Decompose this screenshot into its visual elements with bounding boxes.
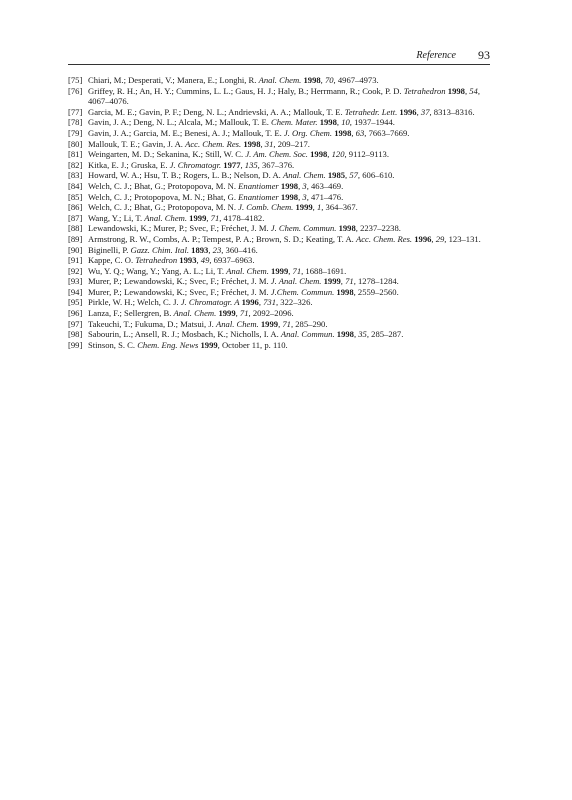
- reference-list: [68, 75, 492, 350]
- reference-text: [88, 223, 492, 234]
- reference-text: [88, 340, 492, 351]
- reference-segment: Welch, C. J.; Protopopova, M. N.; Bhat, G.: [88, 191, 239, 202]
- reference-segment: ,: [258, 297, 264, 308]
- reference-number: [85]: [68, 191, 83, 202]
- reference-item: [68, 213, 492, 224]
- reference-segment: Biginelli, P.: [88, 244, 131, 255]
- reference-text: [88, 86, 492, 107]
- reference-item: [68, 139, 492, 150]
- reference-journal: J. Chem. Commun.: [270, 223, 337, 234]
- reference-item: [68, 245, 492, 256]
- reference-number: [86]: [68, 202, 83, 213]
- reference-journal: 63: [355, 127, 365, 138]
- reference-year: 1998: [280, 191, 299, 202]
- reference-segment: Welch, C. J.; Bhat, G.; Protopopova, M. N.: [88, 180, 239, 191]
- reference-item: [68, 319, 492, 330]
- reference-year: 1999: [189, 212, 207, 223]
- reference-segment: , 7663–7669.: [364, 127, 410, 138]
- reference-number: [81]: [68, 149, 83, 160]
- reference-text: [88, 149, 492, 160]
- reference-year: 1996: [414, 233, 432, 244]
- reference-segment: , 367–376.: [257, 159, 295, 170]
- reference-journal: Acc. Chem. Res.: [355, 233, 413, 244]
- reference-journal: J. Chromatogr.: [169, 159, 222, 170]
- reference-item: [68, 340, 492, 351]
- reference-number: [90]: [68, 244, 83, 255]
- reference-number: [77]: [68, 106, 83, 117]
- reference-segment: Murer, P.; Lewandowski, K.; Svec, F.; Fréchet, J. M.: [88, 276, 271, 287]
- reference-journal: Enantiomer: [238, 191, 279, 202]
- reference-journal: Anal. Chem.: [215, 318, 259, 329]
- reference-year: 1999: [218, 308, 236, 319]
- reference-number: [94]: [68, 286, 83, 297]
- reference-number: [98]: [68, 329, 83, 340]
- reference-journal: 135: [244, 159, 258, 170]
- reference-text: [88, 297, 492, 308]
- reference-journal: Tetrahedr. Lett.: [344, 106, 398, 117]
- reference-segment: Gavin, J. A.; Garcia, M. E.; Benesi, A. J.; Mallouk, T. E.: [88, 127, 284, 138]
- reference-text: [88, 181, 492, 192]
- reference-item: [68, 255, 492, 266]
- reference-journal: J. Chromatogr. A: [180, 297, 240, 308]
- reference-journal: 71: [345, 276, 354, 287]
- reference-journal: Anal. Chem.: [282, 170, 326, 181]
- reference-journal: 71: [239, 308, 249, 319]
- reference-segment: Lanza, F.; Sellergren, B.: [88, 308, 174, 319]
- reference-year: 1998: [310, 149, 328, 160]
- reference-text: [88, 75, 492, 86]
- reference-segment: Welch, C. J.; Bhat, G.; Protopopova, M. N.: [88, 202, 239, 213]
- reference-segment: Chiari, M.; Desperati, V.; Manera, E.; Longhi, R.: [88, 75, 259, 85]
- reference-journal: Anal. Chem.: [258, 75, 302, 85]
- reference-segment: ,: [298, 191, 303, 202]
- reference-journal: 120: [331, 149, 345, 160]
- reference-item: [68, 308, 492, 319]
- reference-text: [88, 245, 492, 256]
- reference-segment: Kappe, C. O.: [88, 255, 136, 266]
- reference-journal: 35: [358, 329, 367, 340]
- reference-year: 1998: [280, 180, 299, 191]
- reference-journal: 10: [341, 117, 350, 128]
- reference-year: 1998: [334, 127, 352, 138]
- reference-number: [96]: [68, 308, 83, 319]
- reference-segment: ,: [208, 244, 213, 255]
- reference-segment: ,: [353, 329, 359, 340]
- reference-year: 1998: [447, 85, 465, 96]
- reference-segment: , 1278–1284.: [353, 276, 399, 287]
- reference-text: [88, 329, 492, 340]
- reference-item: [68, 160, 492, 171]
- reference-year: 1998: [243, 138, 261, 149]
- reference-segment: Wang, Y.; Li, T.: [88, 212, 145, 223]
- reference-item: [68, 117, 492, 128]
- reference-journal: Chem. Mater.: [271, 117, 318, 128]
- reference-text: [88, 255, 492, 266]
- reference-segment: ,: [327, 149, 332, 160]
- reference-journal: 731: [263, 297, 276, 308]
- reference-item: [68, 202, 492, 213]
- reference-item: [68, 287, 492, 298]
- reference-year: 1996: [241, 297, 259, 308]
- reference-journal: 70: [324, 75, 334, 85]
- reference-journal: J. Org. Chem.: [283, 127, 333, 138]
- reference-segment: , 209–217.: [273, 138, 310, 149]
- reference-text: [88, 319, 492, 330]
- reference-segment: Lewandowski, K.; Murer, P.; Svec, F.; Fréchet, J. M.: [88, 223, 271, 234]
- reference-number: [82]: [68, 159, 83, 170]
- reference-segment: Wu, Y. Q.; Wang, Y.; Yang, A. L.; Li, T.: [88, 265, 227, 276]
- reference-segment: , 2092–2096.: [248, 308, 294, 319]
- reference-number: [92]: [68, 265, 83, 276]
- reference-segment: , 285–290.: [290, 318, 328, 329]
- reference-year: 1998: [336, 286, 354, 297]
- reference-journal: Chem. Eng. News: [137, 339, 199, 350]
- reference-year: 1996: [399, 106, 417, 117]
- reference-segment: , 123–131.: [444, 233, 481, 244]
- reference-journal: 29: [435, 233, 445, 244]
- reference-segment: Howard, W. A.; Hsu, T. B.; Rogers, L. B.; Nelson, D. A.: [88, 170, 283, 181]
- header-rule: [68, 64, 490, 65]
- reference-item: [68, 149, 492, 160]
- reference-segment: , 4967–4973.: [333, 75, 379, 85]
- reference-number: [78]: [68, 117, 83, 128]
- reference-segment: Weingarten, M. D.; Sekanina, K.; Still, W. C.: [88, 149, 246, 160]
- reference-text: [88, 160, 492, 171]
- reference-segment: ,: [340, 276, 346, 287]
- reference-segment: ,: [298, 180, 303, 191]
- reference-year: 1998: [338, 223, 356, 234]
- reference-segment: , 364–367.: [321, 202, 358, 213]
- reference-journal: 49: [200, 255, 210, 266]
- reference-segment: , 2559–2560.: [353, 286, 399, 297]
- reference-segment: , 360–416.: [221, 244, 258, 255]
- reference-text: [88, 287, 492, 298]
- reference-segment: ,: [235, 308, 240, 319]
- reference-journal: Tetrahedron: [403, 85, 446, 96]
- reference-journal: J. Comb. Chem.: [238, 202, 294, 213]
- reference-journal: J. Am. Chem. Soc.: [245, 149, 308, 160]
- reference-year: 1998: [303, 75, 321, 85]
- reference-year: 1999: [323, 276, 341, 287]
- reference-segment: Takeuchi, T.; Fukuma, D.; Matsui, J.: [88, 318, 216, 329]
- reference-item: [68, 297, 492, 308]
- reference-segment: , 285–287.: [366, 329, 404, 340]
- reference-segment: Armstrong, R. W., Combs, A. P.; Tempest, P. A.; Brown, S. D.; Keating, T. A.: [88, 233, 356, 244]
- reference-item: [68, 329, 492, 340]
- reference-journal: 54: [469, 85, 478, 96]
- reference-number: [80]: [68, 138, 83, 149]
- reference-text: [88, 276, 492, 287]
- reference-journal: 71: [210, 212, 220, 223]
- reference-segment: Gavin, J. A.; Deng, N. L.; Alcala, M.; Mallouk, T. E.: [88, 117, 271, 128]
- reference-segment: ,: [240, 159, 245, 170]
- reference-text: [88, 128, 492, 139]
- reference-journal: Enantiomer: [238, 180, 279, 191]
- reference-year: 1999: [260, 318, 279, 329]
- reference-year: 1985: [327, 170, 346, 181]
- reference-journal: Gazz. Chim. Ital.: [130, 244, 189, 255]
- reference-segment: Griffey, R. H.; An, H. Y.; Cummins, L. L.; Gaus, H. J.; Haly, B.; Herrmann, R.; Cook, P. D.: [88, 85, 404, 96]
- reference-text: [88, 170, 492, 181]
- reference-segment: Sabourin, L.; Ansell, R. J.; Mosbach, K.; Nicholls, I. A.: [88, 329, 281, 340]
- reference-item: [68, 107, 492, 118]
- reference-segment: ,: [288, 265, 293, 276]
- reference-text: [88, 192, 492, 203]
- reference-number: [91]: [68, 255, 83, 266]
- reference-segment: Pirkle, W. H.; Welch, C. J.: [88, 297, 181, 308]
- reference-journal: J. Anal. Chem.: [270, 276, 322, 287]
- reference-segment: , 471–476.: [306, 191, 344, 202]
- reference-number: [75]: [68, 75, 83, 85]
- running-title: Reference: [416, 50, 456, 61]
- reference-segment: , 1688–1691.: [301, 265, 347, 276]
- reference-item: [68, 223, 492, 234]
- reference-segment: Garcia, M. E.; Gavin, P. F.; Deng, N. L.; Andrievski, A. A.; Mallouk, T. E.: [88, 106, 345, 117]
- reference-segment: , 606–610.: [357, 170, 395, 181]
- reference-number: [93]: [68, 276, 83, 287]
- reference-year: 1998: [336, 329, 354, 340]
- reference-segment: ,: [345, 170, 350, 181]
- reference-segment: ,: [312, 202, 317, 213]
- reference-segment: , 6937–6963.: [209, 255, 255, 266]
- reference-text: [88, 117, 492, 128]
- reference-number: [89]: [68, 233, 83, 244]
- reference-number: [83]: [68, 170, 83, 181]
- reference-text: [88, 308, 492, 319]
- reference-item: [68, 170, 492, 181]
- reference-item: [68, 234, 492, 245]
- reference-number: [76]: [68, 85, 83, 96]
- reference-year: 1998: [319, 117, 337, 128]
- reference-item: [68, 86, 492, 107]
- reference-journal: 3: [302, 191, 307, 202]
- reference-segment: , October 11, p. 110.: [217, 339, 288, 350]
- reference-journal: Acc. Chem. Res.: [185, 138, 242, 149]
- reference-segment: , 322–326.: [276, 297, 313, 308]
- reference-journal: Anal. Chem.: [226, 265, 269, 276]
- reference-journal: Anal. Chem.: [173, 308, 217, 319]
- reference-text: [88, 213, 492, 224]
- reference-number: [97]: [68, 318, 83, 329]
- reference-journal: 71: [292, 265, 302, 276]
- reference-journal: 71: [282, 318, 291, 329]
- reference-segment: ,: [278, 318, 283, 329]
- reference-text: [88, 107, 492, 118]
- reference-item: [68, 276, 492, 287]
- reference-number: [99]: [68, 339, 83, 350]
- reference-year: 1893: [191, 244, 209, 255]
- reference-segment: , 2237–2238.: [355, 223, 401, 234]
- reference-segment: , 8313–8316.: [429, 106, 475, 117]
- reference-segment: , 463–469.: [306, 180, 344, 191]
- reference-year: 1999: [271, 265, 289, 276]
- reference-number: [95]: [68, 297, 83, 308]
- reference-number: [84]: [68, 180, 83, 191]
- reference-year: 1977: [223, 159, 241, 170]
- reference-item: [68, 266, 492, 277]
- reference-journal: 3: [302, 180, 307, 191]
- reference-segment: ,: [431, 233, 436, 244]
- reference-item: [68, 181, 492, 192]
- running-header: [68, 48, 490, 62]
- reference-text: [88, 139, 492, 150]
- reference-segment: Mallouk, T. E.; Gavin, J. A.: [88, 138, 186, 149]
- reference-segment: Murer, P.; Lewandowski, K.; Svec, F.; Fréchet, J. M.: [88, 286, 271, 297]
- reference-journal: 1: [316, 202, 322, 213]
- reference-number: [79]: [68, 127, 83, 138]
- reference-segment: Kitka, E. J.; Gruska, E.: [88, 159, 170, 170]
- reference-journal: Anal. Chem.: [144, 212, 188, 223]
- reference-segment: ,: [416, 106, 421, 117]
- reference-journal: 31: [264, 138, 274, 149]
- reference-segment: ,: [336, 117, 342, 128]
- reference-journal: Anal. Commun.: [280, 329, 335, 340]
- reference-segment: ,: [464, 85, 470, 96]
- reference-journal: 37: [420, 106, 430, 117]
- reference-segment: ,: [196, 255, 201, 266]
- reference-year: 1999: [295, 202, 313, 213]
- reference-text: [88, 202, 492, 213]
- reference-segment: ,: [351, 127, 356, 138]
- reference-item: [68, 192, 492, 203]
- reference-journal: 23: [212, 244, 222, 255]
- reference-text: [88, 234, 492, 245]
- reference-segment: ,: [206, 212, 211, 223]
- reference-segment: ,: [260, 138, 265, 149]
- reference-segment: , 1937–1944.: [349, 117, 395, 128]
- reference-number: [87]: [68, 212, 83, 223]
- reference-year: 1993: [179, 255, 197, 266]
- reference-item: [68, 75, 492, 86]
- reference-number: [88]: [68, 223, 83, 234]
- reference-journal: 57: [349, 170, 358, 181]
- reference-segment: , 4178–4182.: [219, 212, 265, 223]
- reference-year: 1999: [200, 339, 218, 350]
- reference-segment: Stinson, S. C.: [88, 339, 138, 350]
- reference-text: [88, 266, 492, 277]
- reference-item: [68, 128, 492, 139]
- reference-journal: Tetrahedron: [135, 255, 178, 266]
- reference-segment: , 4067–4076.: [88, 85, 480, 107]
- page-number: 93: [478, 48, 490, 62]
- reference-segment: , 9112–9113.: [344, 149, 389, 160]
- reference-segment: ,: [320, 75, 325, 85]
- reference-journal: J.Chem. Commun.: [270, 286, 335, 297]
